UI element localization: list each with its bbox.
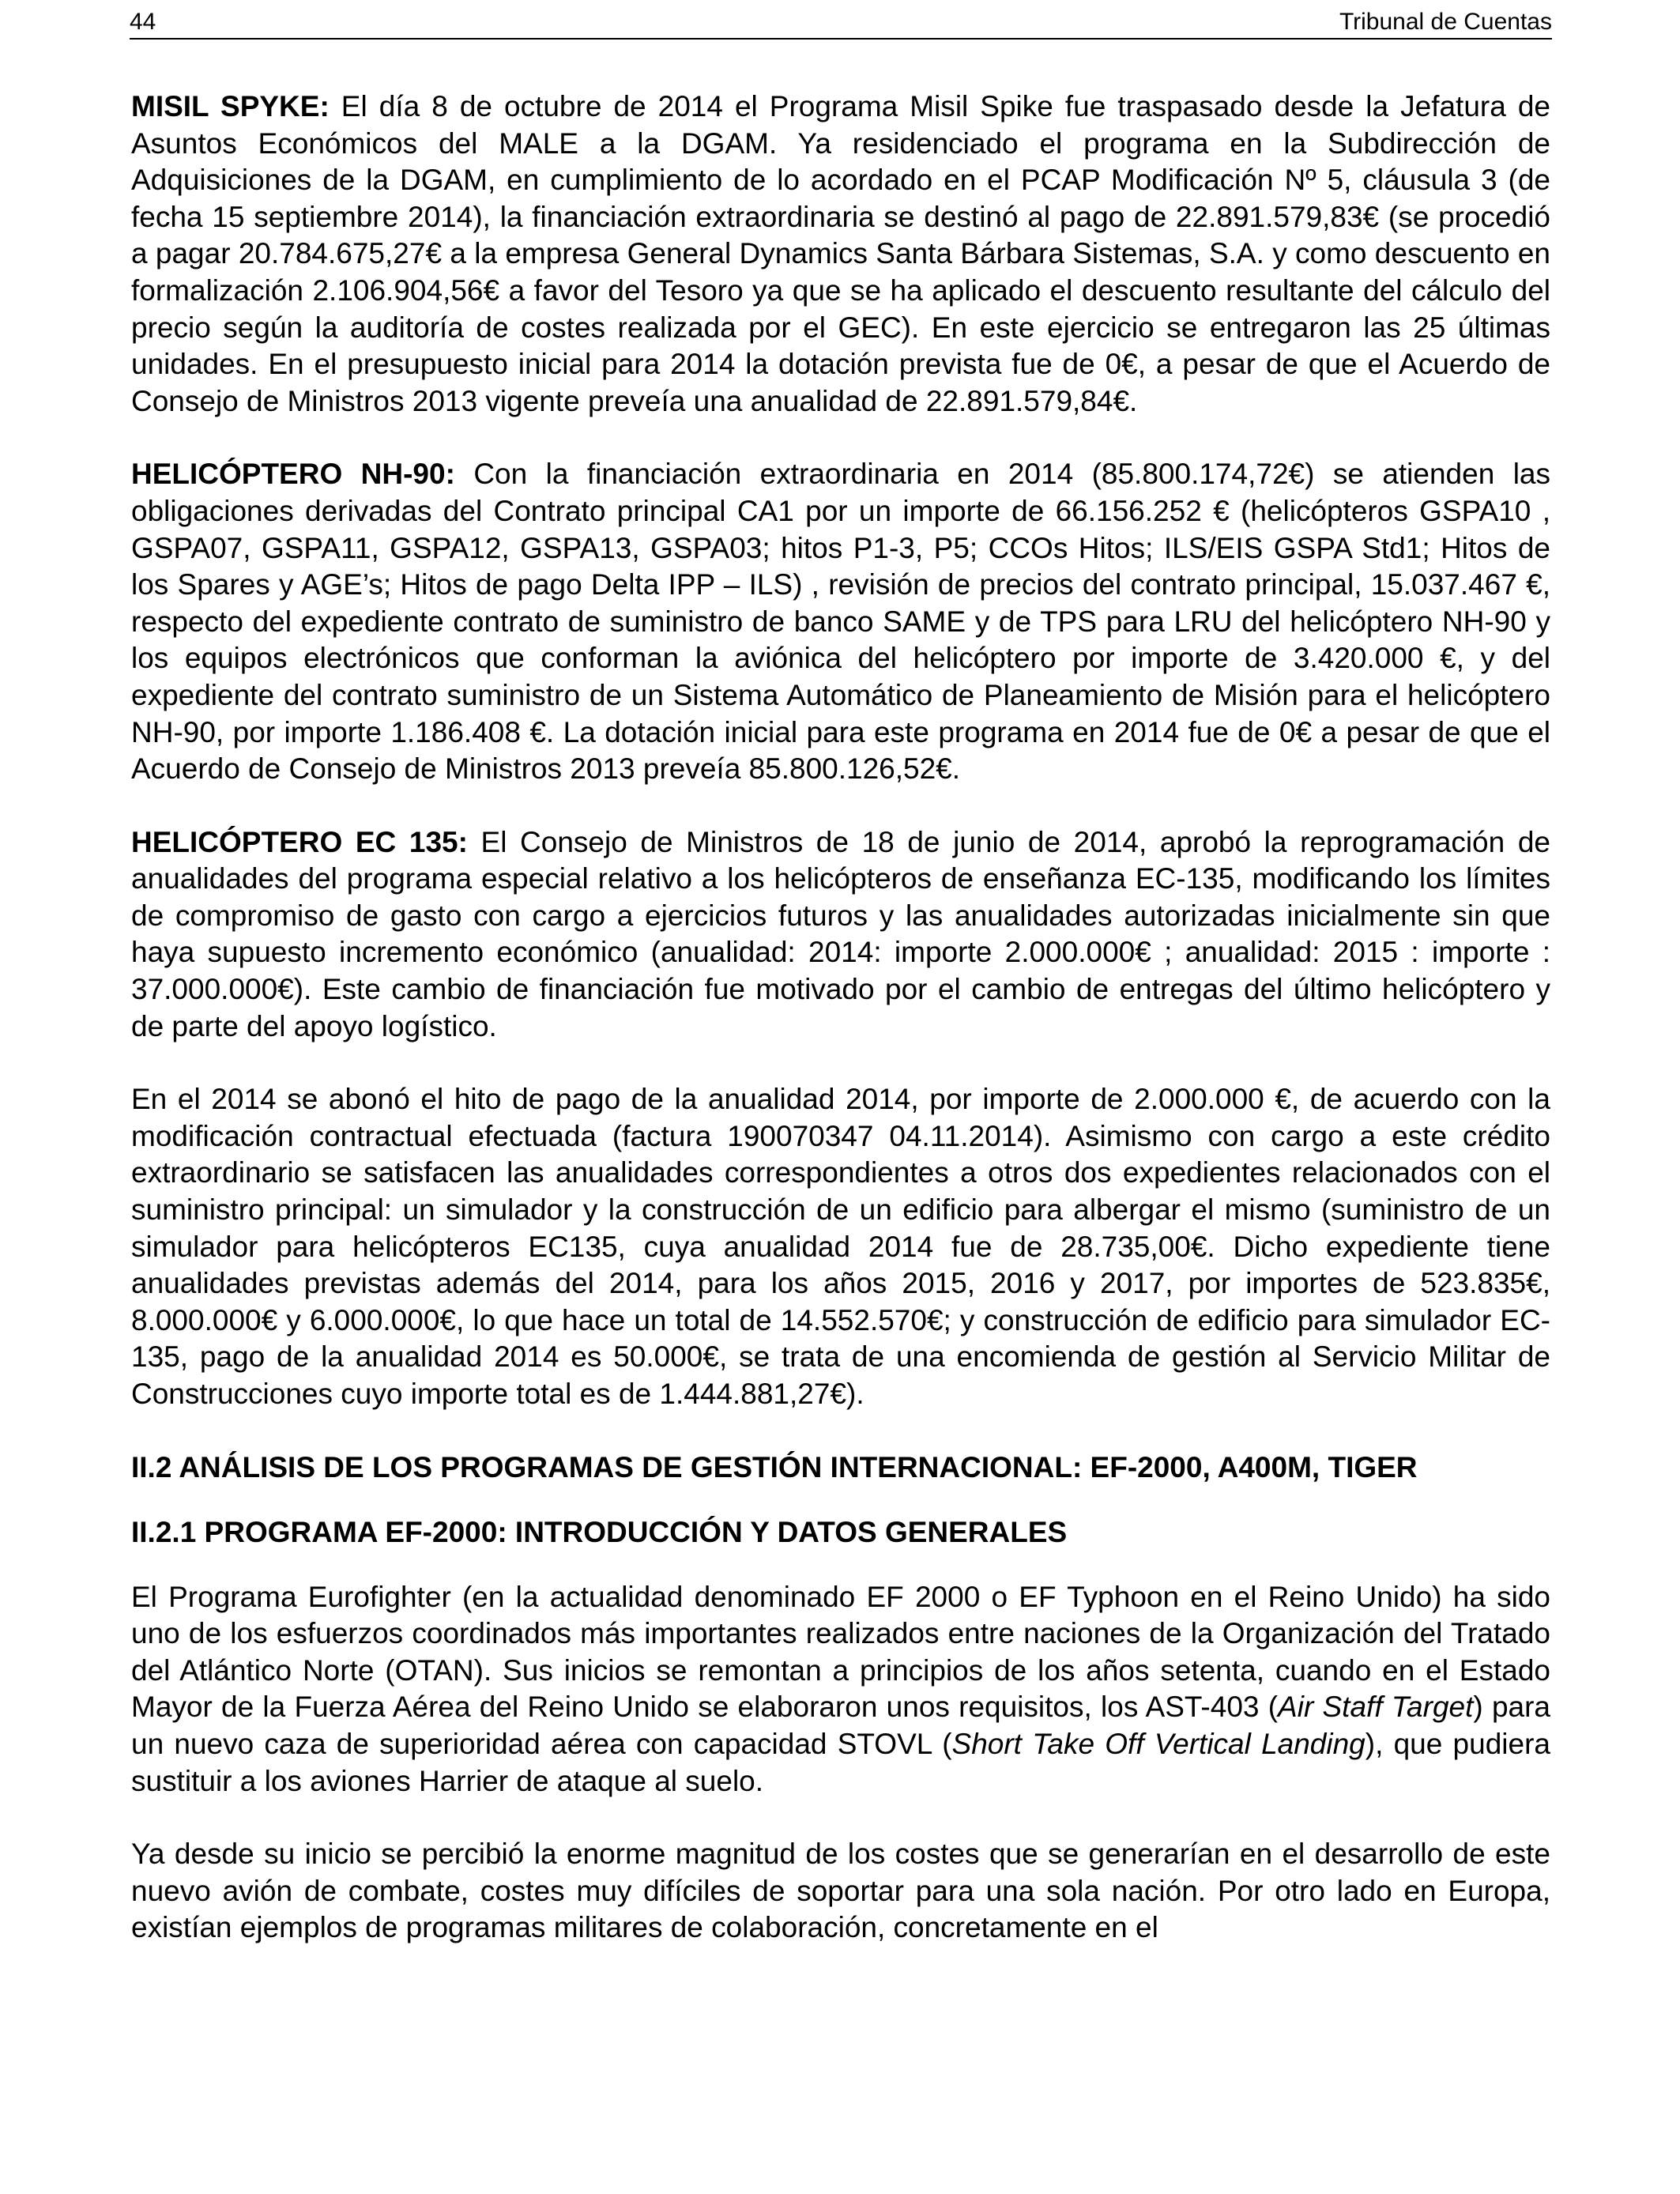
paragraph-lead: MISIL SPYKE:	[131, 90, 330, 123]
paragraph-helicoptero-ec135	[131, 824, 1550, 1046]
paragraph-helicoptero-nh90	[131, 456, 1550, 787]
paragraph-text: ), que pudiera sustituir a los aviones Harrier de ataque al suelo.	[131, 1727, 1550, 1797]
paragraph-text: ) para un nuevo caza de superioridad aérea con capacidad STOVL (	[131, 1691, 1551, 1760]
paragraph-misil-spyke	[131, 89, 1550, 420]
paragraph-eurofighter	[131, 1579, 1550, 1800]
paragraph-text: El Consejo de Ministros de 18 de junio de 2014, aprobó la reprogramación de anualidades del programa especial relativo a los helicópteros de enseñanza EC-135, modificando los límites de compromiso de gasto con cargo a ejercicios futuros y las anualidades autorizadas inicialmente sin que haya supuesto incremento económico (anualidad: 2014: importe 2.000.000€ ; anualidad: 2015 : importe : 37.000.000€). Este cambio de financiación fue motivado por el cambio de entregas del último helicóptero y de parte del apoyo logístico.	[131, 825, 1550, 1042]
paragraph-text: El día 8 de octubre de 2014 el Programa Misil Spike fue traspasado desde la Jefatura de Asuntos Económicos del MALE a la DGAM. Ya residenciado el programa en la Subdirección de Adquisiciones de la DGAM, en cumplimiento de lo acordado en el PCAP Modificación Nº 5, cláusula 3 (de fecha 15 septiembre 2014), la financiación extraordinaria se destinó al pago de 22.891.579,83€ (se procedió a pagar 20.784.675,27€ a la empresa General Dynamics Santa Bárbara Sistemas, S.A. y como descuento en formalización 2.106.904,56€ a favor del Tesoro ya que se ha aplicado el descuento resultante del cálculo del precio según la auditoría de costes realizada por el GEC). En este ejercicio se entregaron las 25 últimas unidades. En el presupuesto inicial para 2014 la dotación prevista fue de 0€, a pesar de que el Acuerdo de Consejo de Ministros 2013 vigente preveía una anualidad de 22.891.579,84€.	[131, 90, 1550, 417]
paragraph-lead: HELICÓPTERO EC 135:	[131, 825, 468, 858]
italic-term: Short Take Off Vertical Landing	[951, 1727, 1365, 1760]
page-header	[130, 6, 1552, 40]
paragraph-lead: HELICÓPTERO NH-90:	[131, 458, 455, 491]
running-title: Tribunal de Cuentas	[1339, 9, 1552, 35]
page-number: 44	[130, 9, 156, 35]
paragraph-text: El Programa Eurofighter (en la actualidad denominado EF 2000 o EF Typhoon en el Reino Unido) ha sido uno de los esfuerzos coordinados más importantes realizados entre naciones de la Organización del Tratado del Atlántico Norte (OTAN). Sus inicios se remontan a principios de los años setenta, cuando en el Estado Mayor de la Fuerza Aérea del Reino Unido se elaboraron unos requisitos, los AST-403 (	[131, 1580, 1550, 1724]
subsection-heading: II.2.1 PROGRAMA EF-2000: INTRODUCCIÓN Y DATOS GENERALES	[131, 1515, 1068, 1548]
paragraph-text: Con la financiación extraordinaria en 2014 (85.800.174,72€) se atienden las obligaciones derivadas del Contrato principal CA1 por un importe de 66.156.252 € (helicópteros GSPA10 , GSPA07, GSPA11, GSPA12, GSPA13, GSPA03; hitos P1-3, P5; CCOs Hitos; ILS/EIS GSPA Std1; Hitos de los Spares y AGE’s; Hitos de pago Delta IPP – ILS) , revisión de precios del contrato principal, 15.037.467 €, respecto del expediente contrato de suministro de banco SAME y de TPS para LRU del helicóptero NH-90 y los equipos electrónicos que conforman la aviónica del helicóptero por importe de 3.420.000 €, y del expediente del contrato suministro de un Sistema Automático de Planeamiento de Misión para el helicóptero NH-90, por importe 1.186.408 €. La dotación inicial para este programa en 2014 fue de 0€ a pesar de que el Acuerdo de Consejo de Ministros 2013 preveía 85.800.126,52€.	[131, 458, 1551, 786]
document-body	[131, 89, 1550, 1983]
italic-term: Air Staff Target	[1278, 1691, 1474, 1724]
paragraph-ec135-payment: En el 2014 se abonó el hito de pago de la anualidad 2014, por importe de 2.000.000 €, de acuerdo con la modificación contractual efectuada (factura 190070347 04.11.2014). Asimismo con cargo a este crédito extraordinario se satisfacen las anualidades correspondientes a otros dos expedientes relacionados con el suministro principal: un simulador y la construcción de un edificio para albergar el mismo (suministro de un simulador para helicópteros EC135, cuya anualidad 2014 fue de 28.735,00€. Dicho expediente tiene anualidades previstas además del 2014, para los años 2015, 2016 y 2017, por importes de 523.835€, 8.000.000€ y 6.000.000€, lo que hace un total de 14.552.570€; y construcción de edificio para simulador EC-135, pago de la anualidad 2014 es 50.000€, se trata de una encomienda de gestión al Servicio Militar de Construcciones cuyo importe total es de 1.444.881,27€).	[131, 1083, 1550, 1410]
paragraph-costs: Ya desde su inicio se percibió la enorme magnitud de los costes que se generarían en el desarrollo de este nuevo avión de combate, costes muy difíciles de soportar para una sola nación. Por otro lado en Europa, existían ejemplos de programas militares de colaboración, concretamente en el	[131, 1838, 1550, 1944]
section-heading: II.2 ANÁLISIS DE LOS PROGRAMAS DE GESTIÓN INTERNACIONAL: EF-2000, A400M, TIGER	[131, 1450, 1418, 1483]
